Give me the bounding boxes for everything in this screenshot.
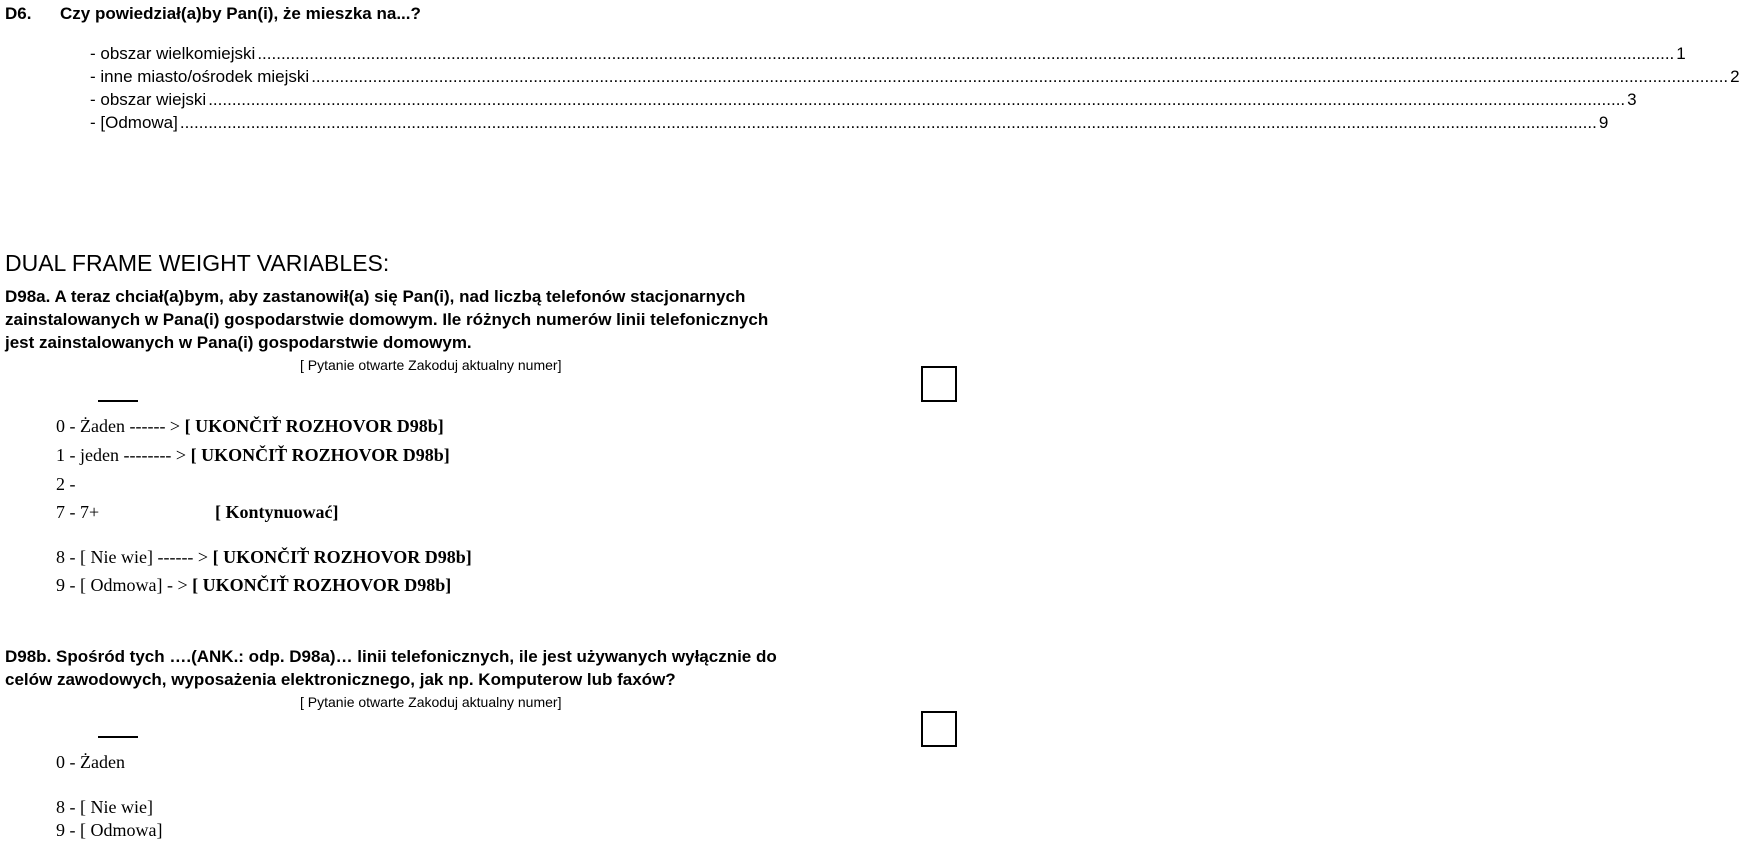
d6-option-1[interactable] <box>90 44 1686 64</box>
d98a-option-9-route: [ UKONČIŤ ROZHOVOR D98b] <box>192 575 452 595</box>
d6-option-code: 3 <box>1627 90 1637 109</box>
d98a-option-9[interactable] <box>56 575 451 596</box>
d98a-option-0-text: 0 - Żaden ------ > <box>56 416 185 436</box>
d98a-option-8-route: [ UKONČIŤ ROZHOVOR D98b] <box>212 547 472 567</box>
d98a-option-2[interactable] <box>56 474 76 495</box>
d98b-question-line-1: D98b. Spośród tych ….(ANK.: odp. D98a)… linii telefonicznych, ile jest używanych wyłącznie do <box>5 647 777 666</box>
d98a-option-8[interactable] <box>56 547 472 568</box>
d98b-answer-box[interactable] <box>921 711 957 747</box>
d98a-continue-text: [ Kontynuować] <box>215 502 339 522</box>
d6-option-3[interactable] <box>90 90 1637 110</box>
d98a-answer-line <box>98 400 138 402</box>
d98b-option-0[interactable]: 0 - Żaden <box>56 752 125 772</box>
d6-option-label: - inne miasto/ośrodek miejski <box>90 67 310 86</box>
d98b-question-line-2: celów zawodowych, wyposażenia elektronicznego, jak np. Komputerow lub faxów? <box>5 670 676 689</box>
d98a-option-3-text: 7 - 7+ <box>56 502 100 522</box>
d98a-question-line-1: D98a. A teraz chciał(a)bym, aby zastanowił(a) się Pan(i), nad liczbą telefonów stacjonarnych <box>5 287 746 306</box>
d98a-option-3[interactable] <box>56 502 99 523</box>
d6-option-label: - [Odmowa] <box>90 113 178 132</box>
d6-question: Czy powiedział(a)by Pan(i), że mieszka na...? <box>60 4 421 23</box>
d98a-option-8-text: 8 - [ Nie wie] ------ > <box>56 547 213 567</box>
dot-leader: ............................................................................................................................................................................................................................................................................................................ <box>257 44 1675 63</box>
d98a-question-line-3: jest zainstalowanych w Pana(i) gospodarstwie domowym. <box>5 333 472 352</box>
d6-option-label: - obszar wiejski <box>90 90 207 109</box>
dot-leader: ............................................................................................................................................................................................................................................................................................................ <box>208 90 1626 109</box>
section-title: DUAL FRAME WEIGHT VARIABLES: <box>5 250 390 276</box>
d98a-option-1-route: [ UKONČIŤ ROZHOVOR D98b] <box>190 445 450 465</box>
d98a-question-line-2: zainstalowanych w Pana(i) gospodarstwie domowym. Ile różnych numerów linii telefonicznych <box>5 310 769 329</box>
d98a-option-1[interactable] <box>56 445 450 466</box>
d98a-option-1-text: 1 - jeden -------- > <box>56 445 191 465</box>
d98a-option-0[interactable] <box>56 416 444 437</box>
d98b-option-9[interactable]: 9 - [ Odmowa] <box>56 820 163 840</box>
d98b-answer-line <box>98 736 138 738</box>
d6-code: D6. <box>5 4 32 23</box>
d98a-option-9-text: 9 - [ Odmowa] - > <box>56 575 193 595</box>
d98a-option-2-text: 2 - <box>56 474 76 494</box>
d6-option-9[interactable] <box>90 113 1609 133</box>
dot-leader: ............................................................................................................................................................................................................................................................................................................ <box>311 67 1729 86</box>
d98a-answer-box[interactable] <box>921 366 957 402</box>
dot-leader: ............................................................................................................................................................................................................................................................................................................ <box>179 113 1597 132</box>
d98a-instruction: [ Pytanie otwarte Zakoduj aktualny numer] <box>300 357 562 373</box>
d98b-instruction: [ Pytanie otwarte Zakoduj aktualny numer] <box>300 694 562 710</box>
d98b-option-8[interactable]: 8 - [ Nie wie] <box>56 797 153 817</box>
d6-option-code: 9 <box>1598 113 1609 132</box>
d6-option-code: 2 <box>1730 67 1740 86</box>
d98a-option-0-route: [ UKONČIŤ ROZHOVOR D98b] <box>184 416 444 436</box>
d6-option-2[interactable] <box>90 67 1740 87</box>
d6-option-label: - obszar wielkomiejski <box>90 44 256 63</box>
d98a-continue-label <box>215 502 339 523</box>
d6-option-code: 1 <box>1676 44 1686 63</box>
